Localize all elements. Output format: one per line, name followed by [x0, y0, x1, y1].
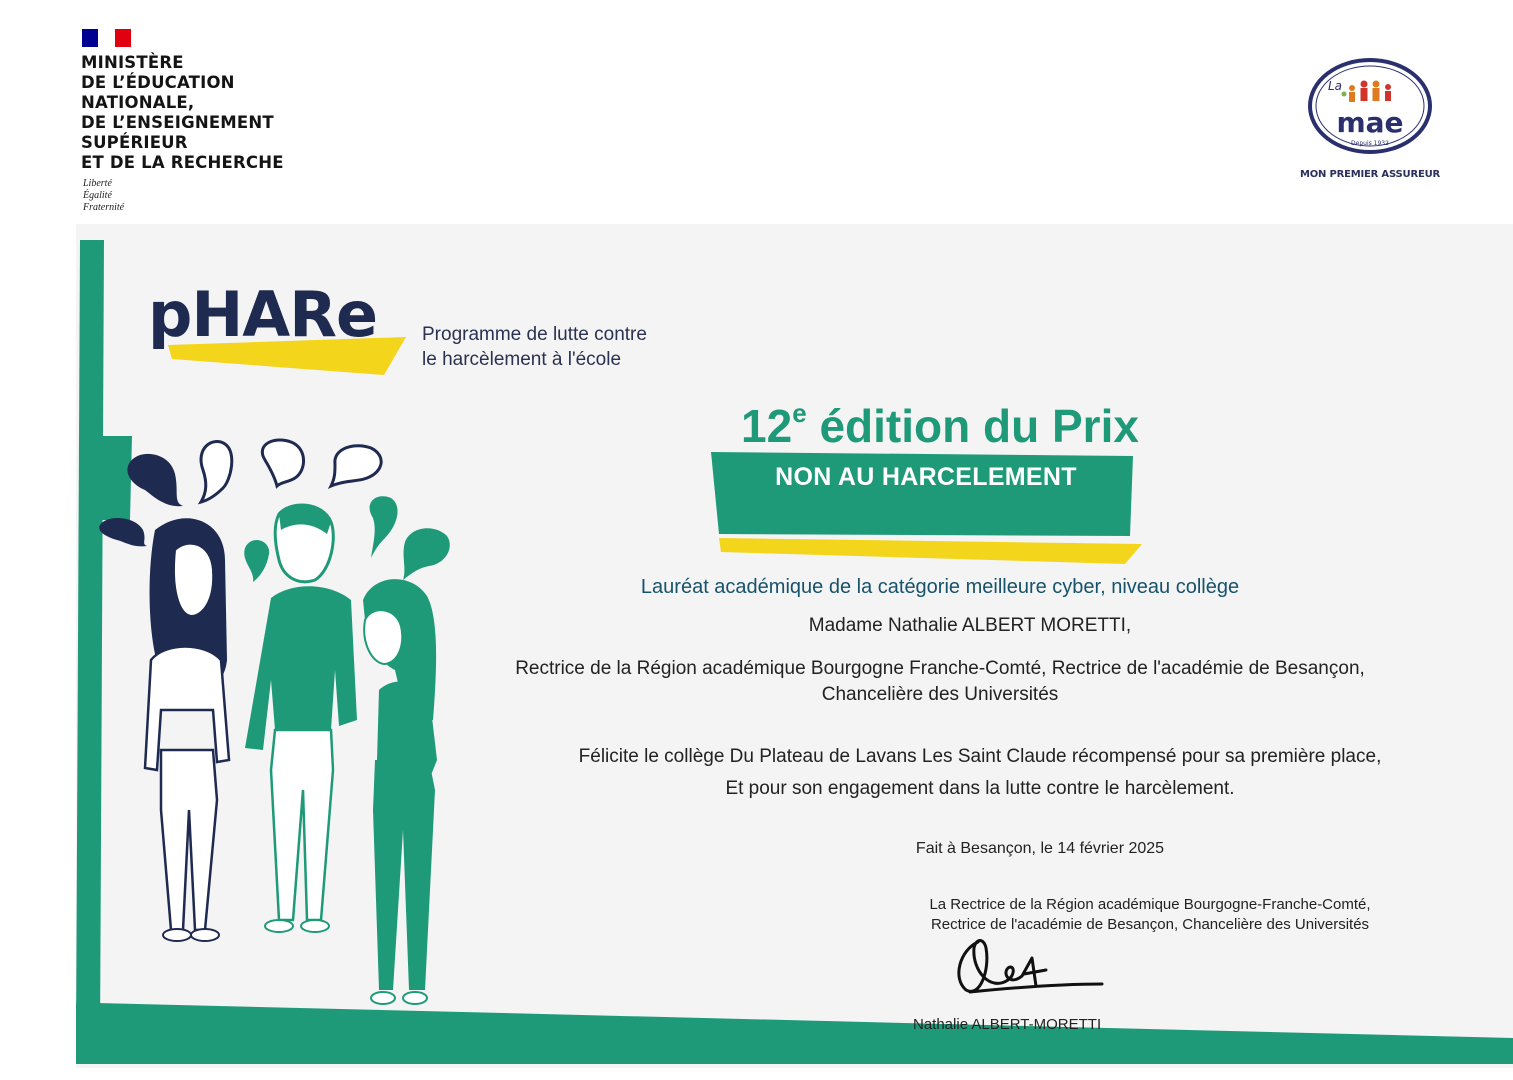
addressee: Madame Nathalie ALBERT MORETTI,: [808, 615, 1132, 636]
motto-line: Fraternité: [83, 202, 125, 213]
prize-banner: NON AU HARCELEMENT: [775, 463, 1077, 491]
motto-line: Liberté: [83, 178, 112, 189]
signatory-name: Nathalie ALBERT-MORETTI: [913, 1016, 1102, 1033]
motto-line: Égalité: [83, 190, 112, 201]
phare-logo: pHARe: [148, 278, 378, 351]
speech-bubble-icon: [127, 454, 183, 506]
laureate-line: Lauréat académique de la catégorie meilleure cyber, niveau collège: [640, 576, 1240, 598]
mae-logo-name: mae: [1336, 106, 1404, 139]
ministry-line: MINISTÈRE: [81, 53, 184, 72]
message-line: Félicite le collège Du Plateau de Lavans Les Saint Claude récompensé pour sa première place,: [578, 746, 1382, 767]
speech-bubble-icon: [201, 442, 232, 502]
addressee-role: [440, 656, 1440, 708]
speech-bubble-icon: [370, 496, 398, 558]
mae-logo-since: Depuis 1932: [1351, 140, 1389, 147]
speech-bubble-icon: [99, 518, 147, 546]
congratulation-message: [480, 741, 1480, 805]
signatory-title: [850, 895, 1450, 935]
mae-tagline: MON PREMIER ASSUREUR: [1299, 169, 1440, 180]
handwritten-signature: [950, 930, 1110, 1010]
edition-suffix: e: [792, 398, 807, 428]
speech-bubble-icon: [331, 446, 381, 486]
phare-subtitle-line: le harcèlement à l'école: [422, 349, 622, 370]
message-line: Et pour son engagement dans la lutte contre le harcèlement.: [725, 778, 1235, 799]
signatory-title-line: La Rectrice de la Région académique Bourgogne-Franche-Comté,: [929, 896, 1371, 913]
phare-subtitle: [422, 322, 647, 372]
edition-title: [600, 398, 1280, 453]
role-line: Chancelière des Universités: [821, 684, 1059, 705]
people-talking-illustration: [95, 430, 465, 1020]
person-girl-left: [145, 518, 229, 941]
signatory-title-line: Rectrice de l'académie de Besançon, Chancelière des Universités: [930, 916, 1370, 933]
ministry-line: ET DE LA RECHERCHE: [81, 153, 284, 172]
edition-title-text: édition du Prix: [806, 400, 1139, 452]
edition-number: 12: [741, 400, 793, 452]
ministry-line: NATIONALE,: [81, 93, 195, 112]
phare-subtitle-line: Programme de lutte contre: [422, 324, 647, 345]
role-line: Rectrice de la Région académique Bourgogne Franche-Comté, Rectrice de l'académie de Besançon,: [515, 658, 1365, 679]
person-girl-right: [363, 579, 437, 1004]
speech-bubble-icon: [262, 440, 303, 486]
speech-bubble-icon: [403, 528, 450, 580]
ministry-line: DE L’ÉDUCATION: [81, 73, 235, 92]
ministry-line: DE L’ENSEIGNEMENT: [81, 113, 274, 132]
ministry-line: SUPÉRIEUR: [81, 133, 188, 152]
speech-bubble-icon: [244, 540, 269, 582]
place-date: Fait à Besançon, le 14 février 2025: [915, 840, 1165, 857]
mae-logo-small: La: [1328, 79, 1343, 93]
